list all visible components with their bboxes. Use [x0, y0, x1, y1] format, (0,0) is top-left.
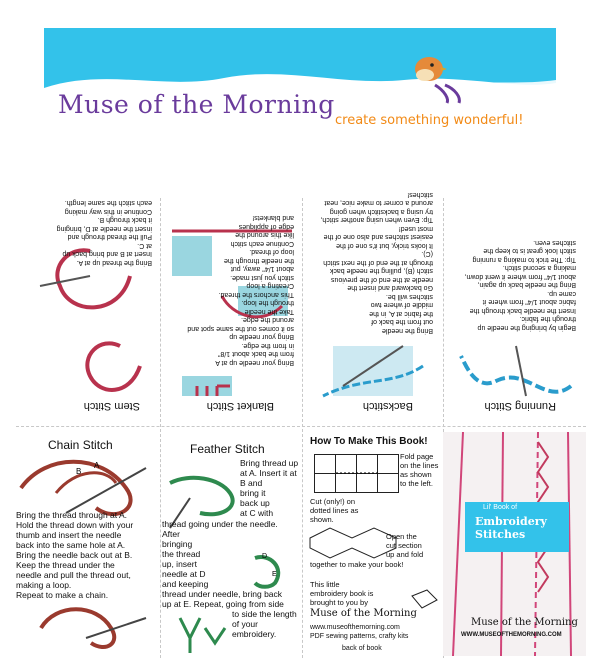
together-instructions: together to make your book!: [310, 560, 404, 569]
open-instructions: Open the cut section up and fold: [386, 532, 424, 559]
panel-text: Bring thread up at A. Insert it at B and bring it back up at C with: [240, 458, 299, 518]
cover-brand: Muse of the Morning: [471, 617, 578, 628]
label-d: D: [262, 553, 268, 560]
panel-text: thread going under the needle.: [162, 519, 278, 529]
panel-title: Stem Stitch: [83, 400, 140, 412]
cover-url: WWW.MUSEOFTHEMORNING.COM: [461, 632, 562, 638]
kits-text: PDF sewing patterns, crafty kits: [310, 633, 409, 640]
panel-text: Begin by bringing the needle up through the fabric. Insert the needle back through the fabric about 1/4" from where it came up. Bring the needle back up again, about 1/4" from where it went down, making a second stitch. Tip: The trick to making a running stitch look great is to keep the stitches even.: [464, 239, 576, 331]
bird-icon: [405, 45, 465, 105]
panel-title: Running Stitch: [484, 400, 556, 412]
panel-how-to-make: [302, 428, 443, 658]
panel-text: After bringing the thread up, insert needle at D and keeping: [162, 529, 209, 589]
book-cover: [443, 432, 586, 656]
label-e: E: [272, 571, 277, 578]
cover-title-box: [465, 502, 569, 552]
header-banner: [44, 28, 556, 146]
label-a: A: [94, 461, 100, 470]
brought-by-text: This little embroidery book is brought to you by: [310, 580, 374, 607]
cut-instructions: Cut (only!) on dotted lines as shown.: [310, 497, 359, 524]
panel-title: Blanket Stitch: [206, 400, 274, 412]
fold-line: [16, 426, 586, 427]
panel-text: to side the length of your embroidery.: [232, 609, 297, 639]
brand-logo-text: Muse of the Morning: [310, 608, 417, 619]
panel-blanket-stitch: [160, 198, 302, 426]
panel-stem-stitch: [16, 198, 160, 426]
banner-sky: [44, 28, 556, 146]
panel-running-stitch: [443, 198, 586, 426]
panel-title: Feather Stitch: [190, 442, 265, 456]
panel-title: Backstitch: [362, 400, 413, 412]
label-b: B: [76, 467, 82, 476]
panel-text: thread under needle, bring back up at E. Repeat, going from side: [162, 589, 284, 609]
back-of-book-label: back of book: [342, 645, 382, 652]
panel-chain-stitch: [16, 428, 160, 658]
panel-title: How To Make This Book!: [310, 436, 428, 447]
website-url: www.museofthemorning.com: [310, 624, 400, 631]
panel-feather-stitch: [160, 428, 302, 658]
panel-title: Chain Stitch: [48, 438, 113, 452]
tagline: create something wonderful!: [335, 113, 524, 128]
fold-instructions: Fold page on the lines as shown to the left.: [400, 452, 439, 488]
cover-title: Embroidery Stitches: [475, 515, 547, 541]
panel-backstitch: [302, 191, 443, 426]
brand-logo-text: Muse of the Morning: [58, 90, 335, 119]
panel-text: Bring the thread up at A. Insert at B and bring back up at C. Pull the thread through and insert the needle at D, bringing it back through B. Continue in this way making each stitch the same length.: [56, 199, 152, 266]
panel-text: Bring the needle out from the back of the fabric at A, in the middle of where two stitches will be. Go backward and insert the needle at the end of the previous stitch (B), pulling the needle back through at the end of the next stitch (C). It looks tricky, but it's one of the easiest stitches and also one of the most used! Tip: Even when using another stitch, try using a backstitch when going around a corner to make nice, neat stitches!: [320, 191, 433, 334]
panel-text: Bring the thread through at A. Hold the thread down with your thumb and insert the needle back into the same hole at A. Bring the needle back out at B. Keep the thread under the needle and pull the thread out, making a loop. Repeat to make a chain.: [16, 510, 134, 600]
cover-small-title: Lil' Book of: [483, 504, 518, 511]
panel-text: Bring your needle up at A from the back about 1/8" in from the edge. Bring your needle up so it comes out the same spot and around the edge. Take the needle through the loop. This anchors the thread. Creating a loop stitch you just made. about 1/4" away, put the needle through the loop of thread. Continue each stitch like this around the edge of appliques and blankets!: [187, 214, 294, 366]
